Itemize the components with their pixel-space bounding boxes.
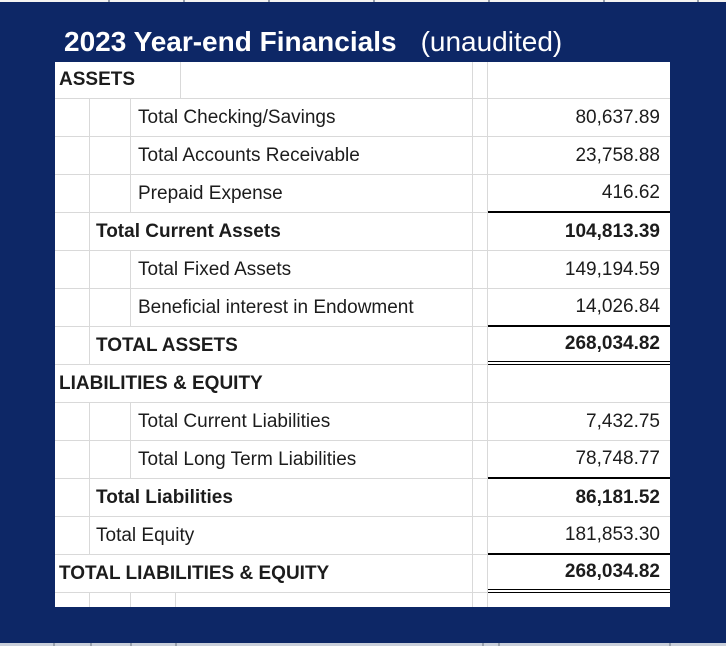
- table-row: [55, 62, 670, 99]
- indent-cell: [90, 99, 131, 136]
- table-row: [55, 441, 670, 479]
- indent-cell: [55, 251, 90, 288]
- financial-statement-table: [55, 62, 670, 607]
- spacer-cell: [472, 327, 488, 364]
- gridline-tick: [268, 0, 270, 2]
- spacer-cell: [472, 289, 488, 326]
- table-row: [55, 593, 670, 607]
- indent-cell: [55, 289, 90, 326]
- indent-cell: [55, 213, 90, 250]
- row-value: 7,432.75: [586, 410, 660, 432]
- row-value: 86,181.52: [575, 486, 660, 508]
- table-row: [55, 365, 670, 403]
- table-row: [55, 517, 670, 555]
- indent-cell: [90, 251, 131, 288]
- row-label: Prepaid Expense: [138, 182, 283, 204]
- row-label: Total Current Assets: [96, 220, 281, 242]
- row-value: 14,026.84: [488, 289, 670, 327]
- indent-cell: [55, 479, 90, 516]
- row-label: Total Current Liabilities: [138, 410, 331, 432]
- row-label: Total Liabilities: [96, 486, 233, 508]
- row-label: Total Long Term Liabilities: [138, 448, 357, 470]
- row-label: TOTAL ASSETS: [96, 334, 238, 356]
- spacer-cell: [472, 479, 488, 516]
- row-value: 149,194.59: [564, 258, 660, 280]
- row-label: Beneficial interest in Endowment: [138, 296, 414, 318]
- indent-cell: [90, 403, 131, 440]
- row-label: Total Fixed Assets: [138, 258, 292, 280]
- row-label: TOTAL LIABILITIES & EQUITY: [59, 562, 330, 584]
- row-value: 268,034.82: [488, 327, 670, 365]
- spacer-cell: [472, 137, 488, 174]
- spacer-cell: [472, 99, 488, 136]
- row-value: 268,034.82: [488, 555, 670, 593]
- indent-cell: [55, 593, 90, 607]
- indent-cell: [131, 593, 176, 607]
- indent-cell: [55, 403, 90, 440]
- row-value: 181,853.30: [488, 517, 670, 555]
- spacer-cell: [472, 175, 488, 212]
- table-row: [55, 479, 670, 517]
- indent-cell: [55, 137, 90, 174]
- spacer-cell: [472, 213, 488, 250]
- page-title: [64, 24, 562, 60]
- table-row: [55, 327, 670, 365]
- row-label: [181, 62, 472, 98]
- section-header-cell: ASSETS: [55, 62, 181, 98]
- indent-cell: [55, 99, 90, 136]
- row-label: Total Checking/Savings: [138, 106, 336, 128]
- spacer-cell: [472, 593, 488, 607]
- table-row: [55, 175, 670, 213]
- row-value: 416.62: [488, 175, 670, 213]
- spacer-cell: [472, 403, 488, 440]
- row-value: 23,758.88: [575, 144, 660, 166]
- spacer-cell: [472, 555, 488, 592]
- top-gridline-strip: [0, 0, 726, 2]
- row-value: 78,748.77: [488, 441, 670, 479]
- indent-cell: [90, 441, 131, 478]
- table-row: [55, 213, 670, 251]
- row-value: 104,813.39: [564, 220, 660, 242]
- gridline-tick: [183, 0, 185, 2]
- row-value: 80,637.89: [575, 106, 660, 128]
- gridline-tick: [108, 0, 110, 2]
- row-label: [176, 593, 472, 607]
- table-row: [55, 403, 670, 441]
- row-label: Total Equity: [96, 524, 195, 546]
- row-value: [488, 62, 670, 98]
- spacer-cell: [472, 251, 488, 288]
- gridline-tick: [488, 0, 490, 2]
- indent-cell: [55, 517, 90, 554]
- gridline-tick: [373, 0, 375, 2]
- title-main-text: 2023 Year-end Financials: [64, 26, 397, 57]
- spacer-cell: [472, 62, 488, 98]
- indent-cell: [90, 593, 131, 607]
- indent-cell: [90, 137, 131, 174]
- row-label: Total Accounts Receivable: [138, 144, 360, 166]
- table-row: [55, 289, 670, 327]
- spacer-cell: [472, 365, 488, 402]
- row-value: [488, 593, 670, 607]
- indent-cell: [55, 441, 90, 478]
- indent-cell: [90, 175, 131, 212]
- row-label: LIABILITIES & EQUITY: [59, 372, 263, 394]
- spacer-cell: [472, 441, 488, 478]
- table-row: [55, 555, 670, 593]
- indent-cell: [55, 175, 90, 212]
- table-row: [55, 99, 670, 137]
- row-value: [488, 365, 670, 402]
- table-row: [55, 137, 670, 175]
- spacer-cell: [472, 517, 488, 554]
- gridline-tick: [603, 0, 605, 2]
- gridline-tick: [697, 0, 699, 2]
- indent-cell: [90, 289, 131, 326]
- table-row: [55, 251, 670, 289]
- title-note-text: (unaudited): [420, 26, 563, 57]
- indent-cell: [55, 327, 90, 364]
